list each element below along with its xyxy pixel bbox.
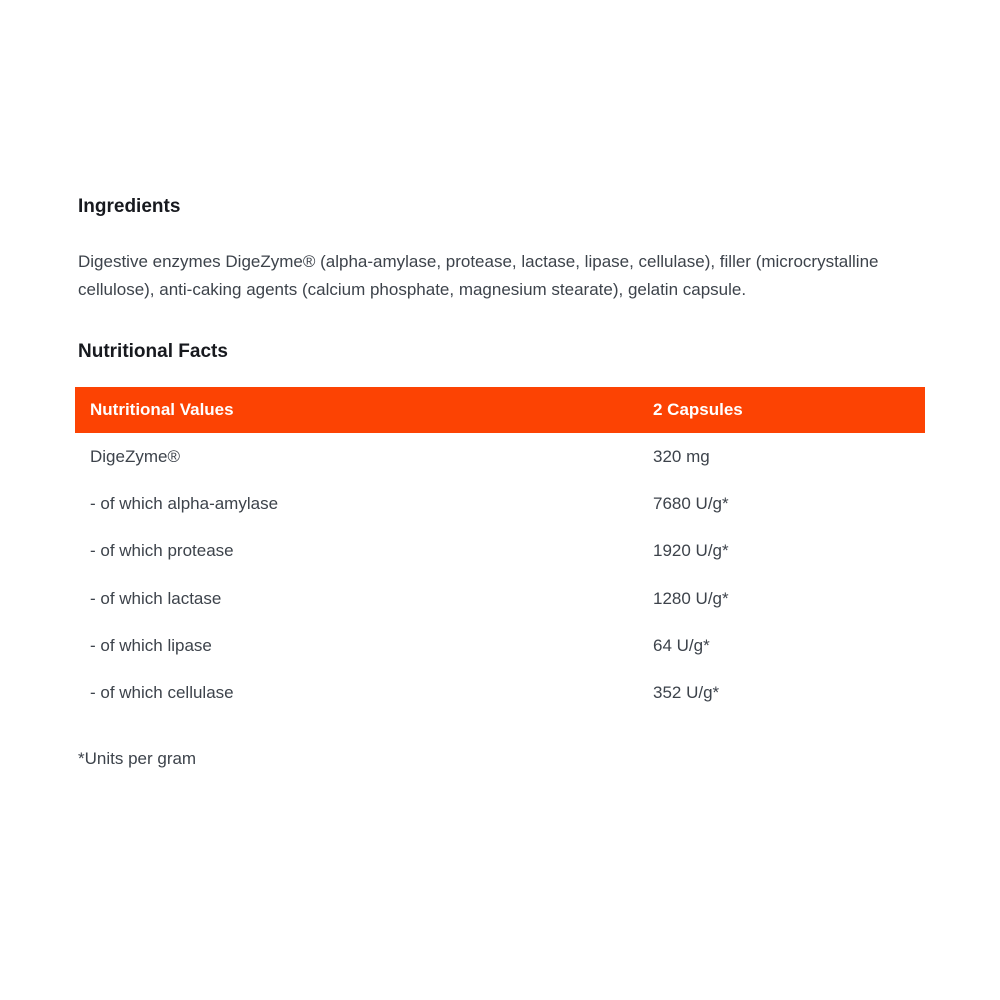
nutrition-table [75,387,925,717]
nutrition-table-header [75,387,925,433]
table-row [75,622,925,669]
nutrient-name-cell: - of which lactase [90,588,222,608]
nutrition-facts-title: Nutritional Facts [78,341,228,362]
product-info-content [75,196,925,769]
nutrient-name-cell: - of which cellulase [90,683,234,703]
ingredients-text: Digestive enzymes DigeZyme® (alpha-amylase, protease, lactase, lipase, cellulase), filler (microcrystalline cellulose), anti-caking agents (calcium phosphate, magnesium stearate), gelatin capsule. [78,252,879,299]
table-row [75,433,925,480]
nutrient-name-cell: DigeZyme® [90,446,180,466]
table-row [75,480,925,527]
nutrient-name-cell: - of which alpha-amylase [90,493,279,513]
nutrient-value-cell: 64 U/g* [653,635,710,655]
ingredients-section [75,196,925,303]
nutrient-value-cell: 1280 U/g* [653,588,729,608]
nutrient-name-cell: - of which protease [90,541,234,561]
table-row [75,528,925,575]
nutrient-value-cell: 7680 U/g* [653,493,729,513]
nutrient-name-cell: - of which lipase [90,635,212,655]
table-row [75,669,925,716]
units-footnote: *Units per gram [78,748,197,768]
ingredients-title: Ingredients [78,196,181,217]
nutrient-value-cell: 320 mg [653,446,710,466]
nutrition-facts-section [75,341,925,769]
nutrient-value-cell: 1920 U/g* [653,541,729,561]
header-nutritional-values: Nutritional Values [90,400,234,419]
table-row [75,575,925,622]
header-serving-size: 2 Capsules [653,400,743,419]
nutrient-value-cell: 352 U/g* [653,683,720,703]
